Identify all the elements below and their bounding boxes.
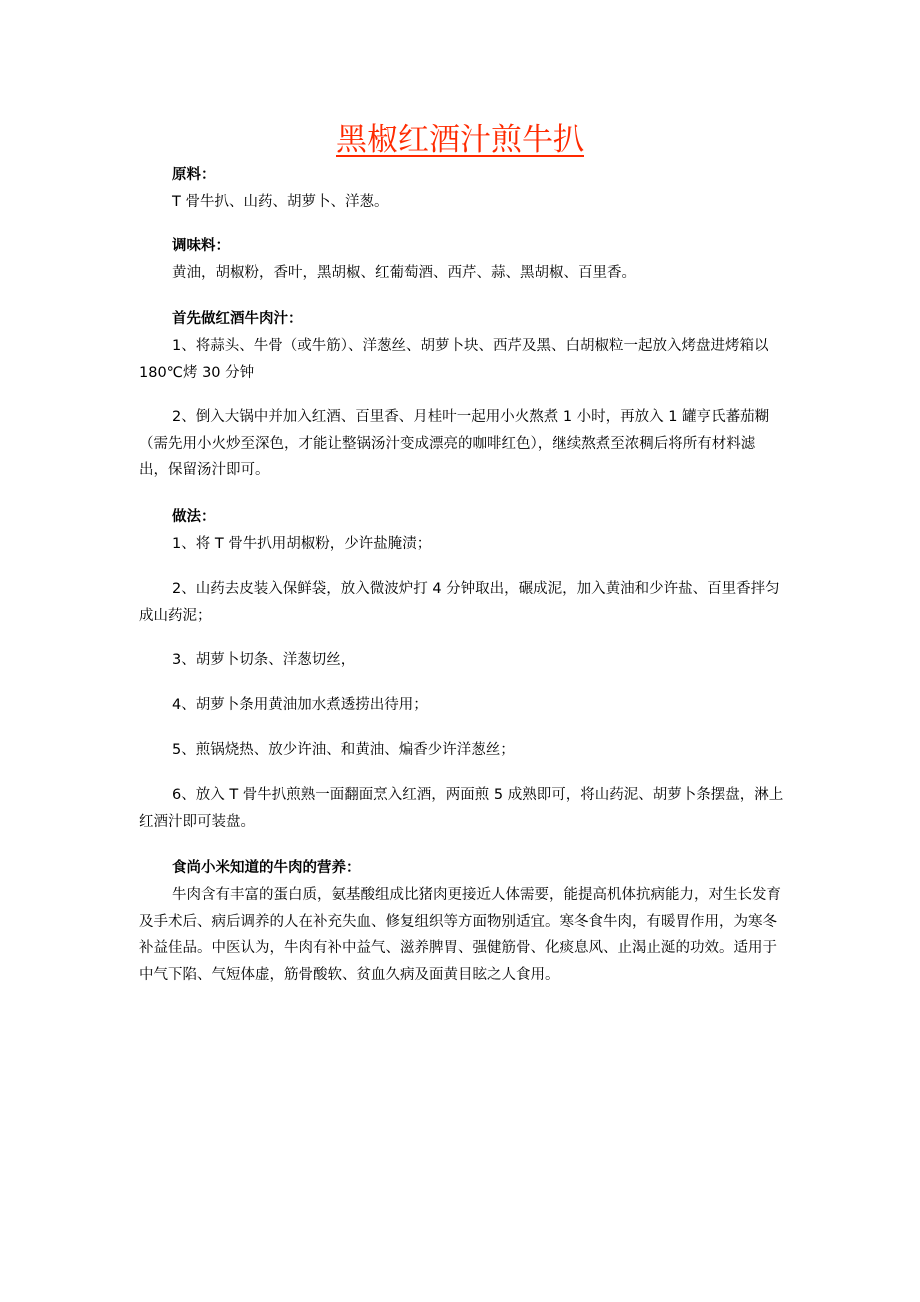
seasoning-text: 黄油，胡椒粉，香叶，黑胡椒、红葡萄酒、西芹、蒜、黑胡椒、百里香。	[172, 265, 636, 281]
method-heading: 做法：	[172, 509, 216, 525]
method-step-2-block	[139, 576, 784, 629]
ingredients-section	[139, 162, 784, 216]
method-section	[139, 504, 784, 558]
method-step: 1、将 T 骨牛扒用胡椒粉，少许盐腌渍；	[172, 536, 432, 552]
nutrition-heading: 食尚小米知道的牛肉的营养：	[172, 860, 361, 876]
ingredients-text: T 骨牛扒、山药、胡萝卜、洋葱。	[172, 194, 389, 210]
ingredients-heading: 原料：	[172, 167, 216, 183]
seasoning-heading: 调味料：	[172, 238, 230, 254]
method-step-4-block	[139, 692, 784, 719]
method-step: 4、胡萝卜条用黄油加水煮透捞出待用；	[172, 697, 428, 713]
method-step: 3、胡萝卜切条、洋葱切丝，	[172, 652, 356, 668]
method-step: 6、放入 T 骨牛扒煎熟一面翻面烹入红酒，两面煎 5 成熟即可，将山药泥、胡萝卜条摆盘，淋上红酒汁即可装盘。	[139, 787, 784, 830]
sauce-section-2	[139, 404, 784, 484]
method-step-6-block	[139, 782, 784, 835]
sauce-heading: 首先做红酒牛肉汁：	[172, 311, 303, 327]
method-step: 5、煎锅烧热、放少许油、和黄油、煸香少许洋葱丝；	[172, 742, 515, 758]
sauce-step: 2、倒入大锅中并加入红酒、百里香、月桂叶一起用小火熬煮 1 小时，再放入 1 罐亨氏蕃茄糊（需先用小火炒至深色，才能让整锅汤汁变成漂亮的咖啡红色），继续熬煮至浓稠后将所有材料滤出，保留汤汁即可。	[139, 409, 770, 478]
method-step-5-block	[139, 737, 784, 764]
method-step-3-block	[139, 647, 784, 674]
nutrition-text: 牛肉含有丰富的蛋白质，氨基酸组成比猪肉更接近人体需要，能提高机体抗病能力，对生长发育及手术后、病后调养的人在补充失血、修复组织等方面物别适宜。寒冬食牛肉，有暖胃作用，为寒冬补益佳品。中医认为，牛肉有补中益气、滋养脾胃、强健筋骨、化痰息风、止渴止涎的功效。适用于中气下陷、气短体虚，筋骨酸软、贫血久病及面黄目眩之人食用。	[139, 887, 781, 983]
nutrition-section	[139, 855, 784, 988]
page-title: 黑椒红酒汁煎牛扒	[336, 122, 584, 158]
seasoning-section	[139, 233, 784, 287]
method-step: 2、山药去皮装入保鲜袋，放入微波炉打 4 分钟取出，碾成泥，加入黄油和少许盐、百里香拌匀成山药泥；	[139, 581, 780, 624]
sauce-section	[139, 306, 784, 386]
sauce-step: 1、将蒜头、牛骨（或牛筋）、洋葱丝、胡萝卜块、西芹及黑、白胡椒粒一起放入烤盘进烤箱以 180℃烤 30 分钟	[139, 338, 769, 381]
